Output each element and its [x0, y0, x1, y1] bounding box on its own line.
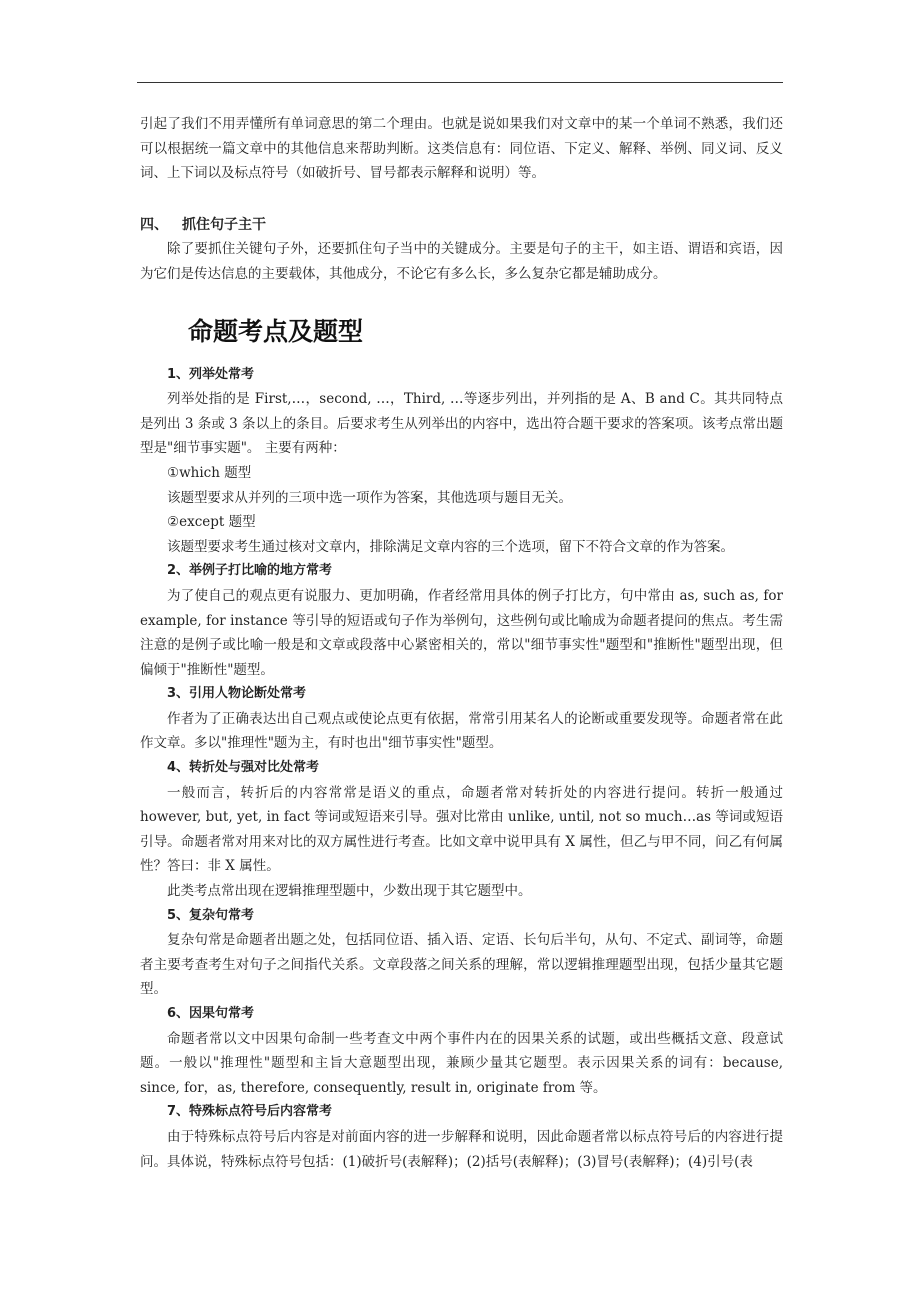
point-paragraph: 列举处指的是 First,…，second, …，Third, …等逐步列出，并列指的是 A、B and C。其共同特点是列出 3 条或 3 条以上的条目。后要求考生从列举出的内容中，选出符合题干要求的答案项。该考点常出题型是"细节事实题"。 主要有两种：	[140, 391, 783, 457]
section-number: 四、	[140, 216, 168, 233]
point-heading: 1、列举处常考	[167, 366, 255, 382]
point-paragraph: 该题型要求考生通过核对文章内，排除满足文章内容的三个选项，留下不符合文章的作为答案。	[167, 538, 734, 555]
point-paragraph: 一般而言，转折后的内容常常是语义的重点，命题者常对转折处的内容进行提问。转折一般通过 however, but, yet, in fact 等词或短语来引导。强对比常由 unlike, until, not so much…as 等词或短语引导。命题者常对用来对比的双方属性进行考查。比如文章中说甲具有 X 属性，但乙与甲不同，问乙有何属性？答曰：非 X 属性。	[140, 784, 783, 875]
point-paragraph: 由于特殊标点符号后内容是对前面内容的进一步解释和说明，因此命题者常以标点符号后的内容进行提问。具体说，特殊标点符号包括：(1)破折号(表解释)；(2)括号(表解释)；(3)冒号(表解释)；(4)引号(表	[140, 1128, 783, 1170]
point-heading: 7、特殊标点符号后内容常考	[167, 1104, 333, 1120]
point-paragraph: 此类考点常出现在逻辑推理型题中，少数出现于其它题型中。	[167, 883, 532, 900]
section-heading	[140, 213, 783, 238]
point-heading: 2、举例子打比喻的地方常考	[167, 563, 333, 579]
section-paragraph: 除了要抓住关键句子外，还要抓住句子当中的关键成分。主要是句子的主干，如主语、谓语和宾语，因为它们是传达信息的主要载体，其他成分，不论它有多么长，多么复杂它都是辅助成分。	[140, 241, 783, 282]
point-paragraph: 作者为了正确表达出自己观点或使论点更有依据，常常引用某名人的论断或重要发现等。命题者常在此作文章。多以"推理性"题为主，有时也出"细节事实性"题型。	[140, 710, 783, 752]
point-heading: 4、转折处与强对比处常考	[167, 760, 320, 776]
point-paragraph: ②except 题型	[167, 514, 256, 531]
point-paragraph: 命题者常以文中因果句命制一些考查文中两个事件内在的因果关系的试题，或出些概括文意、段意试题。一般以"推理性"题型和主旨大意题型出现，兼顾少量其它题型。表示因果关系的词有：because, since, for，as, therefore, consequently, result in, originate from 等。	[140, 1030, 783, 1096]
point-paragraph: 该题型要求从并列的三项中选一项作为答案，其他选项与题目无关。	[167, 489, 572, 506]
point-paragraph: 复杂句常是命题者出题之处，包括同位语、插入语、定语、长句后半句，从句、不定式、副词等，命题者主要考查考生对句子之间指代关系。文章段落之间关系的理解，常以逻辑推理题型出现，包括少量其它题型。	[140, 932, 783, 998]
intro-paragraph: 引起了我们不用弄懂所有单词意思的第二个理由。也就是说如果我们对文章中的某一个单词不熟悉，我们还可以根据统一篇文章中的其他信息来帮助判断。这类信息有：同位语、下定义、解释、举例、同义词、反义词、上下词以及标点符号（如破折号、冒号都表示解释和说明）等。	[140, 116, 783, 182]
exam-points-list	[140, 363, 783, 1175]
main-title: 命题考点及题型	[188, 316, 364, 346]
point-paragraph: ①which 题型	[167, 464, 252, 481]
point-heading: 6、因果句常考	[167, 1006, 255, 1021]
point-paragraph: 为了使自己的观点更有说服力、更加明确，作者经常用具体的例子打比方，句中常由 as, such as, for example, for instance 等引导的短语或句子作为举例句，这些例句或比喻成为命题者提问的焦点。考生需注意的是例子或比喻一般是和文章或段落中心紧密相关的，常以"细节事实性"题型和"推断性"题型出现，但偏倾于"推断性"题型。	[140, 587, 783, 678]
point-heading: 3、引用人物论断处常考	[167, 686, 307, 702]
header-rule	[137, 82, 783, 83]
section-title: 抓住句子主干	[182, 216, 266, 233]
document-body	[140, 112, 783, 1174]
point-heading: 5、复杂句常考	[167, 907, 255, 923]
